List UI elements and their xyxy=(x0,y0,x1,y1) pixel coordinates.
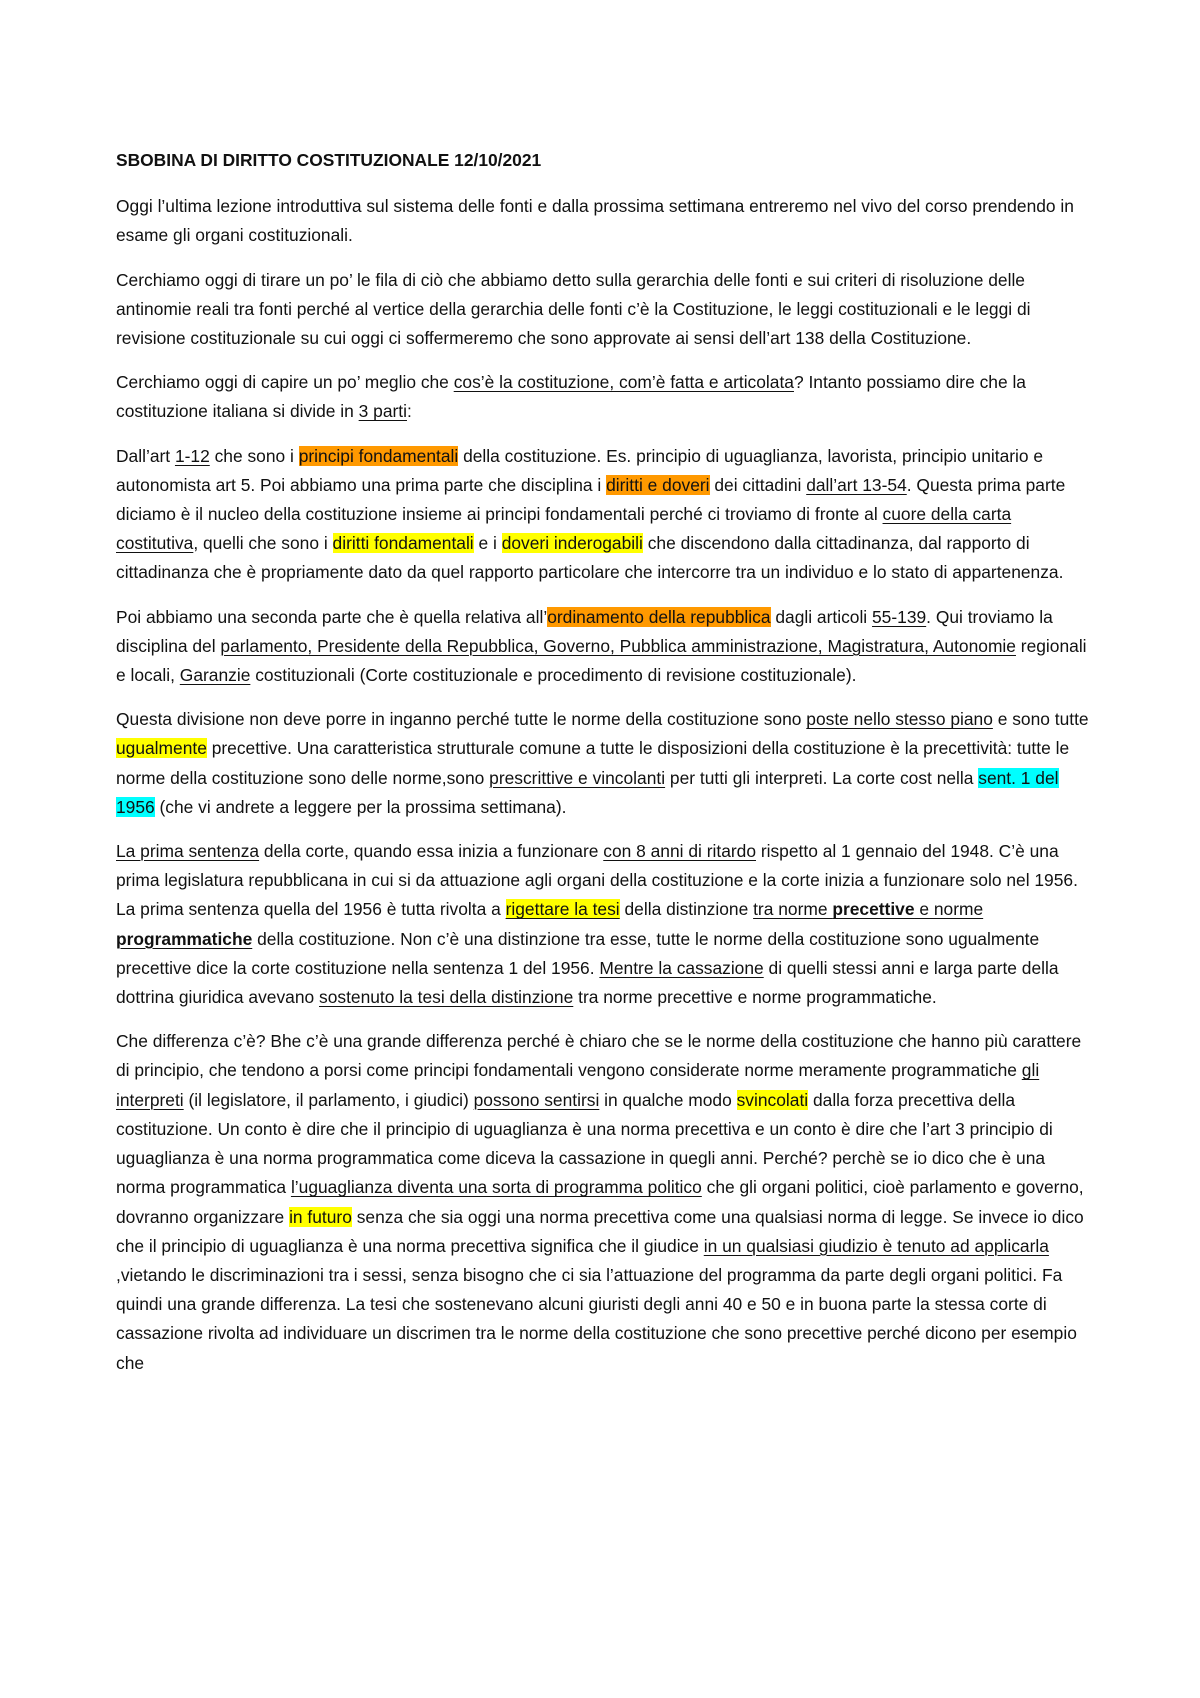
text-run: che sono i xyxy=(209,445,299,466)
underlined-text: tra norme xyxy=(753,899,833,920)
highlight-orange: ordinamento della repubblica xyxy=(547,606,771,627)
text-run: dei cittadini xyxy=(709,474,807,495)
underlined-text: in un qualsiasi giudizio è tenuto ad applicarla xyxy=(703,1235,1049,1256)
text-run: e sono tutte xyxy=(992,709,1089,730)
underlined-bold-text: programmatiche xyxy=(116,928,253,949)
underlined-text: cos’è la costituzione, com’è fatta e articolata xyxy=(453,372,794,393)
text-run: che discendono dalla cittadinanza, dal rapporto di cittadinanza che è propriamente dato da quel rapporto particolare che intercorre tra un individuo e lo stato di appartenenza. xyxy=(116,533,1064,583)
document-body xyxy=(116,146,1094,1393)
text-run: regionali e locali, xyxy=(116,635,1087,686)
text-run: Cerchiamo oggi di tirare un po’ le fila di ciò che abbiamo detto sulla gerarchia delle fonti e sui criteri di risoluzione delle antinomie reali tra fonti perché al vertice della gerarchia delle fonti c’è la Costituzione, le leggi costituzionali e le leggi di revisione costituzionale su cui oggi ci soffermeremo che sono approvate ai sensi dell’art 138 della Costituzione. xyxy=(116,269,1031,349)
text-run: e i xyxy=(473,533,502,554)
highlight-yellow: in futuro xyxy=(289,1206,352,1227)
text-run: . Qui troviamo la disciplina del xyxy=(116,606,1053,656)
paragraph-prima-sentenza xyxy=(116,837,1094,1012)
underlined-text: possono sentirsi xyxy=(473,1089,600,1110)
underlined-bold-text: precettive xyxy=(832,899,915,920)
text-run: Che differenza c’è? Bhe c’è una grande differenza perché è chiaro che se le norme della costituzione che hanno più carattere di principio, che tendono a porsi come principi fondamentali vengono considerate norme meramente programmatiche xyxy=(116,1031,1082,1081)
underlined-text: 55-139 xyxy=(872,606,927,627)
underlined-text: con 8 anni di ritardo xyxy=(603,841,756,862)
highlight-yellow: svincolati xyxy=(736,1089,809,1110)
underlined-text: l’uguaglianza diventa una sorta di programma politico xyxy=(290,1177,702,1198)
document-title: SBOBINA DI DIRITTO COSTITUZIONALE 12/10/2021 xyxy=(116,150,542,170)
text-run: senza che sia oggi una norma precettiva come una qualsiasi norma di legge. Se invece io dico che il principio di uguaglianza è una norma precettiva significa che il giudice xyxy=(116,1206,1084,1256)
underlined-text: e norme xyxy=(914,899,984,920)
paragraph-struttura xyxy=(116,368,1094,426)
text-run: per tutti gli interpreti. La corte cost nella xyxy=(665,767,979,788)
paragraph-differenza xyxy=(116,1027,1094,1377)
paragraph-intro xyxy=(116,192,1094,250)
highlight-orange: principi fondamentali xyxy=(298,445,459,466)
text-run: della costituzione. Es. principio di uguaglianza, lavorista, principio unitario e autonomista art 5. Poi abbiamo una prima parte che disciplina i xyxy=(116,445,1044,495)
text-run: tra norme precettive e norme programmatiche. xyxy=(573,987,937,1008)
underlined-text: parlamento, Presidente della Repubblica, Governo, Pubblica amministrazione, Magistratura, Autonomie xyxy=(220,635,1016,656)
text-run: che gli organi politici, cioè parlamento e governo, dovranno organizzare xyxy=(116,1177,1084,1227)
text-run: in qualche modo xyxy=(599,1089,737,1110)
underlined-text: 3 parti xyxy=(358,401,407,422)
text-run: Poi abbiamo una seconda parte che è quella relativa all’ xyxy=(116,606,548,627)
text-run: Questa divisione non deve porre in inganno perché tutte le norme della costituzione sono xyxy=(116,709,807,730)
highlight-cyan: sent. 1 del 1956 xyxy=(116,767,1059,817)
highlight-yellow: rigettare la tesi xyxy=(505,899,620,920)
text-run: (il legislatore, il parlamento, i giudici) xyxy=(183,1089,474,1110)
highlight-orange: diritti e doveri xyxy=(606,474,710,495)
underlined-text: poste nello stesso piano xyxy=(806,709,993,730)
highlight-yellow: diritti fondamentali xyxy=(332,533,474,554)
underlined-text: Mentre la cassazione xyxy=(599,957,764,978)
underlined-text: 1-12 xyxy=(174,445,210,466)
underlined-text: sostenuto la tesi della distinzione xyxy=(319,987,574,1008)
text-run: dagli articoli xyxy=(770,606,873,627)
text-run: : xyxy=(406,401,412,422)
text-run: della costituzione. Non c’è una distinzione tra esse, tutte le norme della costituzione sono ugualmente precettive dice la corte costituzione nella sentenza 1 del 1956. xyxy=(116,928,1040,978)
underlined-text: La prima sentenza xyxy=(116,841,260,862)
text-run: di quelli stessi anni e larga parte della dottrina giuridica avevano xyxy=(116,957,1059,1008)
highlight-yellow: ugualmente xyxy=(116,738,207,759)
underlined-text: Garanzie xyxy=(179,665,251,686)
text-run: Cerchiamo oggi di capire un po’ meglio che xyxy=(116,372,454,393)
text-run: . Questa prima parte diciamo è il nucleo della costituzione insieme ai principi fondamentali perché ci troviamo di fronte al xyxy=(116,474,1066,525)
underlined-text: dall’art 13-54 xyxy=(806,474,907,495)
text-run: rispetto al 1 gennaio del 1948. C’è una prima legislatura repubblicana in cui si da attuazione agli organi della costituzione e la corte inizia a funzionare solo nel 1956. La prima sentenza quella del 1956 è tutta rivolta a xyxy=(116,841,1078,920)
underlined-text: prescrittive e vincolanti xyxy=(489,767,666,788)
text-run: della distinzione xyxy=(619,899,754,920)
underlined-text: gli interpreti xyxy=(116,1060,1040,1110)
text-run: , quelli che sono i xyxy=(193,533,333,554)
highlight-yellow: doveri inderogabili xyxy=(501,533,643,554)
text-run: precettive. Una caratteristica strutturale comune a tutte le disposizioni della costituzione è la precettività: tutte le norme della costituzione sono delle norme,sono xyxy=(116,738,1070,788)
paragraph-gerarchia xyxy=(116,266,1094,354)
paragraph-ordinamento xyxy=(116,603,1094,691)
text-run: costituzionali (Corte costituzionale e procedimento di revisione costituzionale). xyxy=(250,665,857,686)
text-run: Dall’art xyxy=(116,445,175,466)
text-run: dalla forza precettiva della costituzione. Un conto è dire che il principio di uguaglianza è una norma precettiva e un conto è dire che l’art 3 principio di uguaglianza è una norma programmatica come diceva la cassazione in quegli anni. Perché? perchè se io dico che è una norma programmatica xyxy=(116,1089,1053,1198)
underlined-text: cuore della carta costitutiva xyxy=(116,504,1012,554)
text-run: ,vietando le discriminazioni tra i sessi, senza bisogno che ci sia l’attuazione del programma da parte degli organi politici. Fa quindi una grande differenza. La tesi che sostenevano alcuni giuristi degli anni 40 e 50 e in buona parte la stessa corte di cassazione rivolta ad individuare un discrimen tra le norme della costituzione che sono precettive perché dicono per esempio che xyxy=(116,1264,1077,1373)
text-run: (che vi andrete a leggere per la prossima settimana). xyxy=(154,796,567,817)
paragraph-principi xyxy=(116,442,1094,588)
text-run: della corte, quando essa inizia a funzionare xyxy=(259,841,604,862)
paragraph-precettivita xyxy=(116,705,1094,822)
text-run: Oggi l’ultima lezione introduttiva sul sistema delle fonti e dalla prossima settimana entreremo nel vivo del corso prendendo in esame gli organi costituzionali. xyxy=(116,196,1074,246)
text-run: ? Intanto possiamo dire che la costituzione italiana si divide in xyxy=(116,372,1026,422)
